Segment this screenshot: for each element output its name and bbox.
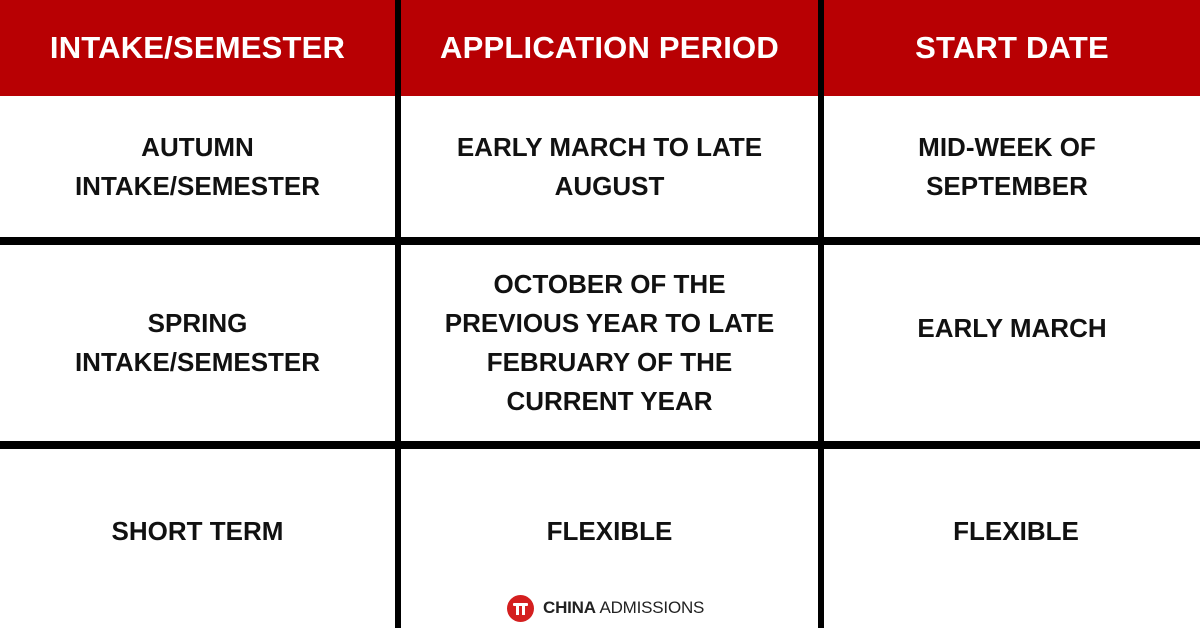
header-application-period: APPLICATION PERIOD [440,30,779,65]
logo-text-light: ADMISSIONS [599,598,705,617]
grid-divider-horizontal [0,237,1200,245]
grid-divider-vertical [395,0,401,628]
table-cell: EARLY MARCH [917,313,1107,343]
header-start-date: START DATE [915,30,1109,65]
logo-wordmark [543,598,704,618]
logo-text-bold: CHINA [543,598,596,617]
table-cell: AUTUMN INTAKE/SEMESTER [74,131,321,201]
gate-icon [507,595,534,622]
table-cell: SPRING INTAKE/SEMESTER [74,308,321,377]
header-intake-semester: INTAKE/SEMESTER [49,30,346,65]
table-cell: FLEXIBLE [546,515,673,546]
grid-divider-horizontal [0,441,1200,449]
grid-divider-vertical [818,0,824,628]
table-cell: SHORT TERM [111,515,284,546]
table-cell: OCTOBER OF THE PREVIOUS YEAR TO LATE FEBRUARY OF THE CURRENT YEAR [444,269,775,416]
table-cell: FLEXIBLE [953,515,1079,546]
china-admissions-logo [507,594,704,622]
table-cell: MID-WEEK OF SEPTEMBER [918,131,1096,201]
table-cell: EARLY MARCH TO LATE AUGUST [456,131,763,201]
